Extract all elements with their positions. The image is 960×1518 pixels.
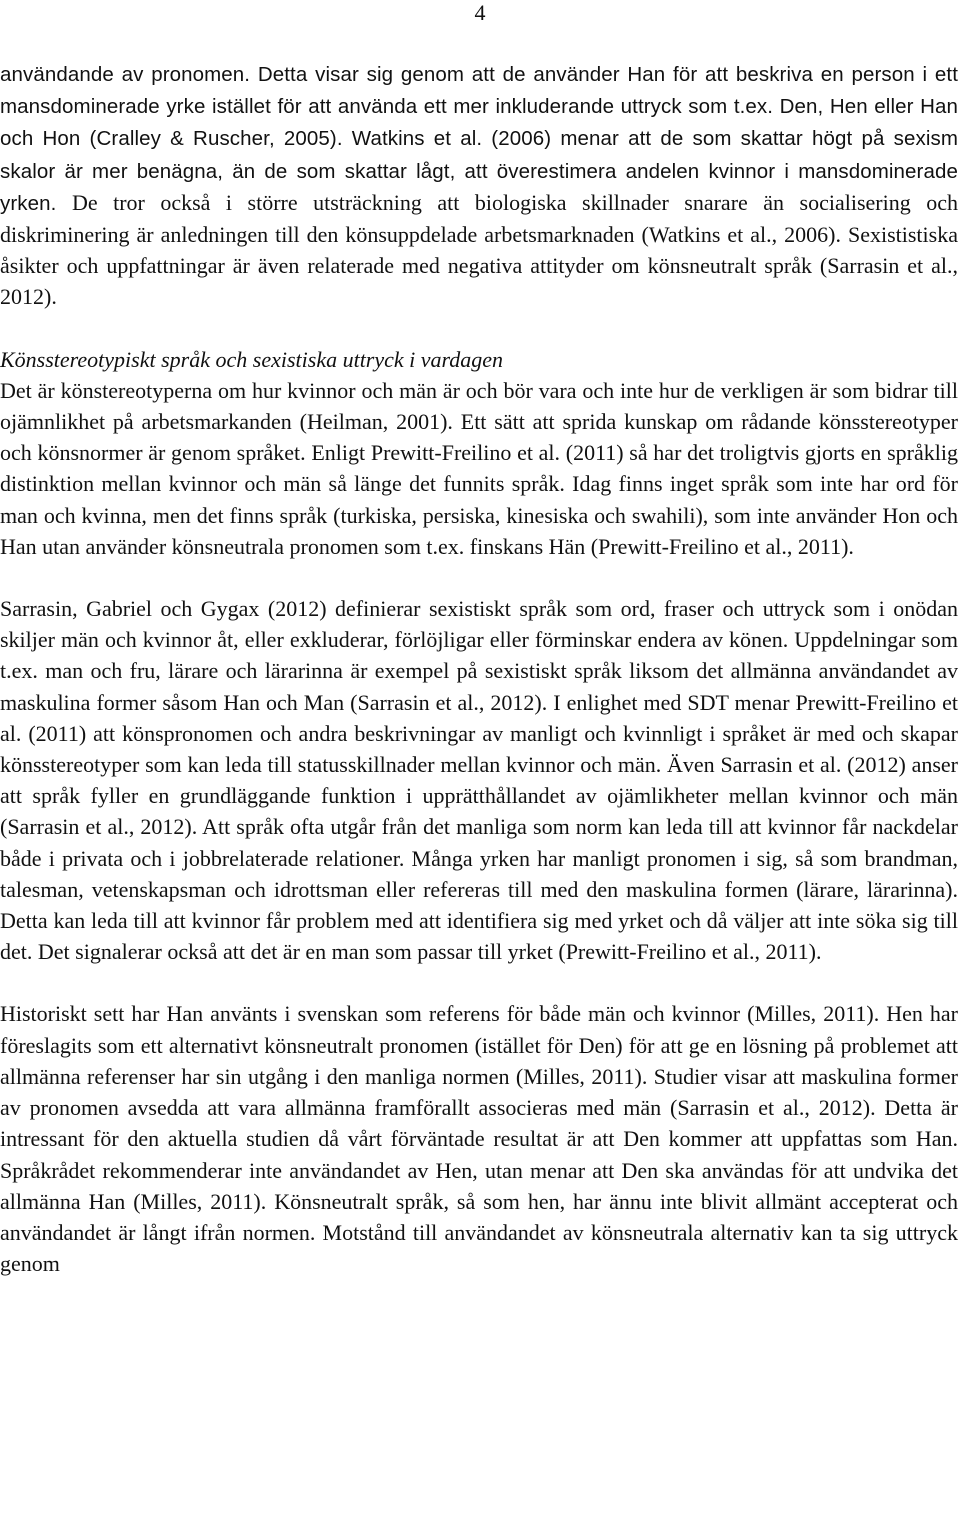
paragraph-3: Sarrasin, Gabriel och Gygax (2012) definierar sexistiskt språk som ord, fraser och uttryck som i onödan skiljer män och kvinnor åt, eller exkluderar, förlöjligar eller förminskar endera av könen. Uppdelningar som t.ex. man och fru, lärare och lärarinna är exempel på sexistiskt språk liksom det allmänna användandet av maskulina former såsom Han och Man (Sarrasin et al., 2012). I enlighet med SDT menar Prewitt-Freilino et al. (2011) att könspronomen och andra beskrivningar av manligt och kvinnligt i språket är med och skapar könsstereotyper som kan leda till statusskillnader mellan kvinnor och män. Även Sarrasin et al. (2012) anser att språk fyller en grundläggande funktion i upprätthållandet av ojämlikheter mellan kvinnor och män (Sarrasin et al., 2012). Att språk ofta utgår från det manliga som norm kan leda till att kvinnor får nackdelar både i privata och i jobbrelaterade relationer. Många yrken har manligt pronomen i sig, så som brandman, talesman, vetenskapsman och idrottsman eller refereras till med den maskulina formen (lärare, lärarinna). Detta kan leda till att kvinnor får problem med att identifiera sig med yrket och då väljer att inte söka sig till det. Det signalerar också att det är en man som passar till yrket (Prewitt-Freilino et al., 2011). [0,596,958,965]
section-heading: Könsstereotypiskt språk och sexistiska uttryck i vardagen [0,346,504,372]
paragraph-4: Historiskt sett har Han använts i svenskan som referens för både män och kvinnor (Milles, 2011). Hen har föreslagits som ett alternativt könsneutralt pronomen (istället för Den) för att ge en lösning på problemet att allmänna referenser har sin utgång i den manliga normen (Milles, 2011). Studier visar att maskulina former av pronomen avsedda att vara allmänna framförallt associeras med män (Sarrasin et al., 2012). Detta är intressant för den aktuella studien då vårt förväntade resultat är att Den kommer att uppfattas som Han. Språkrådet rekommenderar inte användandet av Hen, utan menar att Den ska användas för att undvika det allmänna Han (Milles, 2011). Könsneutralt språk, så som hen, har ännu inte blivit allmänt accepterat och användandet är långt ifrån normen. Motstånd till användandet av könsneutrala alternativ kan ta sig uttryck genom [0,1001,958,1277]
paragraph-1-sans-text: användande av pronomen. Detta visar sig genom att de använder Han för att beskriva en person i ett mansdominerade yrke istället för att använda ett mer inkluderande uttryck som t.ex. Den, Hen eller Han och Hon (Cralley & Ruscher, 2005). Watkins et al. (2006) menar att de som skattar högt på sexism skalor är mer benägna, än de som skattar lågt, att överestimera andelen kvinnor i mansdominerade yrken. [0,63,958,215]
paragraph-1-serif-text: De tror också i större utsträckning att biologiska skillnader snarare än socialisering och diskriminering är anledningen till den könsuppdelade arbetsmarknaden (Watkins et al., 2006). Sexististiska åsikter och uppfattningar är även relaterade med negativa attityder om könsneutralt språk (Sarrasin et al., 2012). [0,189,958,310]
document-body [0,58,958,1279]
paragraph-1 [0,58,958,313]
page-number: 4 [474,0,486,25]
paragraph-2: Det är könstereotyperna om hur kvinnor och män är och bör vara och inte hur de verkligen är som bidrar till ojämnlikhet på arbetsmarkanden (Heilman, 2001). Ett sätt att sprida kunskap om rådande könsstereotyper och könsnormer är genom språket. Enligt Prewitt-Freilino et al. (2011) så har det troligtvis gjorts en språklig distinktion mellan kvinnor och män så länge det funnits språk. Idag finns inget språk som inte har ord för man och kvinna, men det finns språk (turkiska, persiska, kinesiska och swahili), som inte använder Hon och Han utan använder könsneutrala pronomen som t.ex. finskans Hän (Prewitt-Freilino et al., 2011). [0,377,958,559]
